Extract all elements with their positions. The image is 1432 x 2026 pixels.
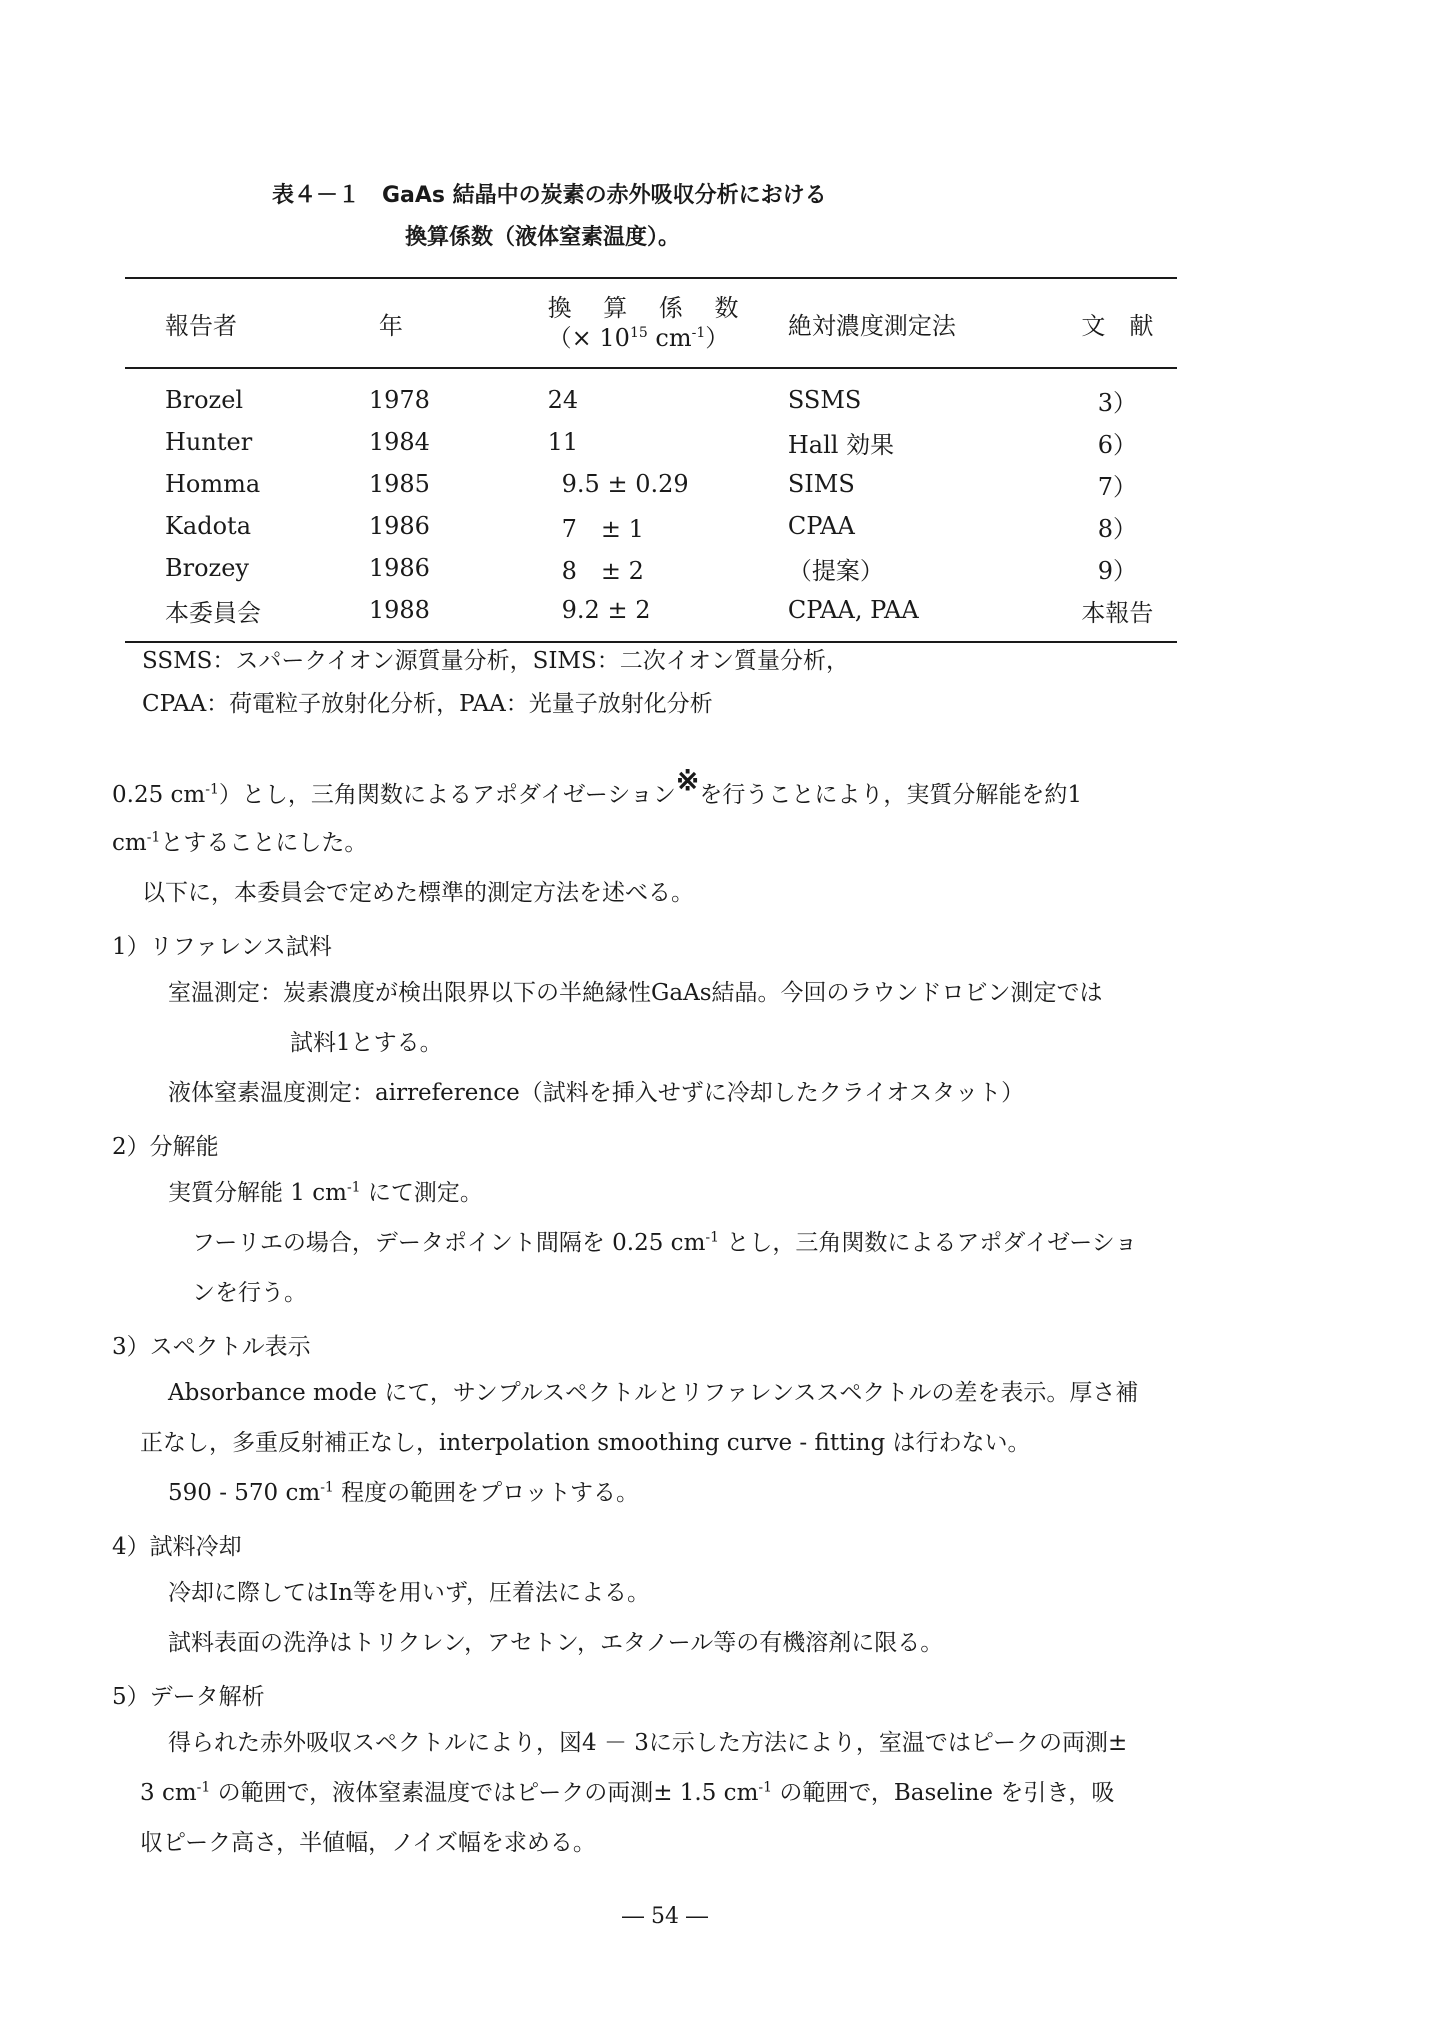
cell-ref: 7） — [1097, 472, 1138, 501]
table-row — [125, 421, 1177, 463]
paragraph-intro: 以下に，本委員会で定めた標準的測定方法を述べる。 — [142, 880, 694, 906]
s3-line1: Absorbance mode にて，サンプルスペクトルとリファレンススペクトルの差を表示。厚さ補 — [168, 1380, 1139, 1406]
p1-exp: -1 — [205, 781, 219, 798]
page-number: ― 54 ― — [622, 1904, 708, 1929]
cell-method: Hall 効果 — [787, 430, 895, 459]
s5-l2-a: 3 cm — [140, 1780, 197, 1806]
footnote-line2: CPAA：荷電粒子放射化分析，PAA：光量子放射化分析 — [142, 691, 713, 717]
table-header-row — [125, 278, 1177, 368]
paragraph-line1 — [112, 764, 1082, 810]
cell-method: SIMS — [787, 470, 855, 498]
cell-year: 1986 — [368, 512, 430, 540]
cell-reporter: Kadota — [165, 512, 252, 540]
header-factor-title: 換 算 係 数 — [547, 294, 751, 322]
cell-ref: 9） — [1097, 556, 1138, 585]
s2-l2-exp: -1 — [705, 1229, 720, 1246]
table-caption-line1: 表４－１ GaAs 結晶中の炭素の赤外吸収分析における — [272, 183, 827, 208]
cell-method: （提案） — [787, 556, 884, 585]
table-row — [125, 547, 1177, 589]
s5-l2-exp2: -1 — [758, 1779, 773, 1796]
cell-method: SSMS — [787, 386, 862, 414]
paragraph-line2 — [112, 828, 367, 858]
s3-line2: 正なし，多重反射補正なし，interpolation smoothing curve - fitting は行わない。 — [140, 1430, 1031, 1456]
table-row — [125, 368, 1177, 421]
s3-line3 — [168, 1478, 639, 1508]
s3-l3-exp: -1 — [320, 1479, 334, 1496]
s2-l1-b: にて測定。 — [360, 1180, 483, 1206]
cell-year: 1978 — [368, 386, 430, 414]
table-row — [125, 589, 1177, 642]
cell-factor: 9.5 ± 0.29 — [561, 470, 689, 498]
s5-l2-b: の範囲で，液体窒素温度ではピークの両測± 1.5 cm — [210, 1780, 759, 1806]
cell-ref: 3） — [1097, 388, 1138, 417]
cell-reporter: 本委員会 — [125, 589, 369, 642]
s5-l2-exp: -1 — [196, 1779, 211, 1796]
s2-line1 — [168, 1178, 483, 1208]
s2-l1-exp: -1 — [346, 1179, 361, 1196]
header-year: 年 — [369, 278, 538, 368]
header-factor-exp: 15 — [629, 325, 648, 341]
cell-year: 1984 — [368, 428, 430, 456]
cell-reporter: Hunter — [165, 428, 253, 456]
header-factor-cm-exp: -1 — [691, 325, 706, 341]
header-reporter: 報告者 — [125, 278, 369, 368]
cell-factor: 8 ± 2 — [561, 556, 644, 585]
footnote-line1: SSMS：スパークイオン源質量分析，SIMS：二次イオン質量分析， — [142, 648, 850, 674]
cell-reporter: Brozey — [165, 554, 249, 582]
s4-line1: 冷却に際してはIn等を用いず，圧着法による。 — [168, 1580, 651, 1606]
s2-l2-a: フーリエの場合，データポイント間隔を 0.25 cm — [192, 1230, 706, 1256]
s2-l2-b: とし，三角関数によるアポダイゼーショ — [719, 1230, 1138, 1256]
section-heading-reference-sample: 1）リファレンス試料 — [112, 934, 332, 960]
section-heading-resolution: 2）分解能 — [112, 1134, 219, 1160]
cell-factor: 7 ± 1 — [561, 514, 644, 543]
s2-l1-a: 実質分解能 1 cm — [168, 1180, 347, 1206]
table-row — [125, 463, 1177, 505]
s5-line1: 得られた赤外吸収スペクトルにより，図4 － 3に示した方法により，室温ではピークの両測± — [168, 1730, 1128, 1756]
conversion-factor-table — [125, 277, 1177, 643]
s1-line1: 室温測定：炭素濃度が検出限界以下の半絶縁性GaAs結晶。今回のラウンドロビン測定では — [168, 980, 1103, 1006]
cell-method: CPAA, PAA — [788, 589, 1058, 642]
cell-reporter: Homma — [165, 470, 261, 498]
cell-ref: 本報告 — [1058, 589, 1177, 642]
s3-l3-b: 程度の範囲をプロットする。 — [333, 1480, 640, 1506]
p1-line2-unit: cm — [112, 830, 147, 856]
cell-ref: 8） — [1097, 514, 1138, 543]
cell-year: 1988 — [369, 589, 538, 642]
s2-line3: ンを行う。 — [192, 1280, 307, 1306]
p1-line2-text: とすることにした。 — [160, 830, 368, 856]
s5-l2-c: の範囲で，Baseline を引き，吸 — [772, 1780, 1115, 1806]
p1-part3: を行うことにより，実質分解能を約1 — [699, 782, 1082, 808]
cell-method: CPAA — [787, 512, 855, 540]
p1-line2-exp: -1 — [146, 829, 161, 846]
s1-line3: 液体窒素温度測定：airreference（試料を挿入せずに冷却したクライオスタット） — [168, 1080, 1025, 1106]
p1-part2: ）とし，三角関数によるアポダイゼーション — [218, 782, 676, 808]
p1-part1: 0.25 cm — [112, 782, 206, 808]
s1-line2: 試料1とする。 — [290, 1030, 443, 1056]
section-heading-sample-cooling: 4）試料冷却 — [112, 1534, 242, 1560]
cell-factor: 24 — [547, 386, 579, 414]
header-method: 絶対濃度測定法 — [788, 278, 1058, 368]
s4-line2: 試料表面の洗浄はトリクレン，アセトン，エタノール等の有機溶剤に限る。 — [168, 1630, 944, 1656]
cell-year: 1986 — [368, 554, 430, 582]
s2-line2 — [192, 1228, 1137, 1258]
header-factor — [538, 278, 788, 368]
header-reference: 文 献 — [1058, 278, 1177, 368]
section-heading-data-analysis: 5）データ解析 — [112, 1684, 265, 1710]
header-factor-cm: cm — [647, 324, 692, 352]
cell-ref: 6） — [1097, 430, 1138, 459]
s5-line2 — [140, 1778, 1114, 1808]
header-factor-unit — [548, 323, 788, 353]
table-body — [125, 368, 1177, 642]
header-factor-prefix: （× 10 — [547, 324, 630, 352]
table-row — [125, 505, 1177, 547]
header-factor-close: ） — [705, 324, 730, 352]
section-heading-spectrum-display: 3）スペクトル表示 — [112, 1334, 311, 1360]
cell-factor: 9.2 ± 2 — [538, 589, 788, 642]
table-caption-line2: 換算係数（液体窒素温度）。 — [405, 225, 681, 250]
s3-l3-a: 590 - 570 cm — [168, 1480, 321, 1506]
cell-year: 1985 — [368, 470, 430, 498]
cell-reporter: Brozel — [165, 386, 244, 414]
s5-line3: 収ピーク高さ，半値幅，ノイズ幅を求める。 — [140, 1830, 596, 1856]
cell-factor: 11 — [547, 428, 579, 456]
reference-mark: ※ — [675, 764, 700, 797]
